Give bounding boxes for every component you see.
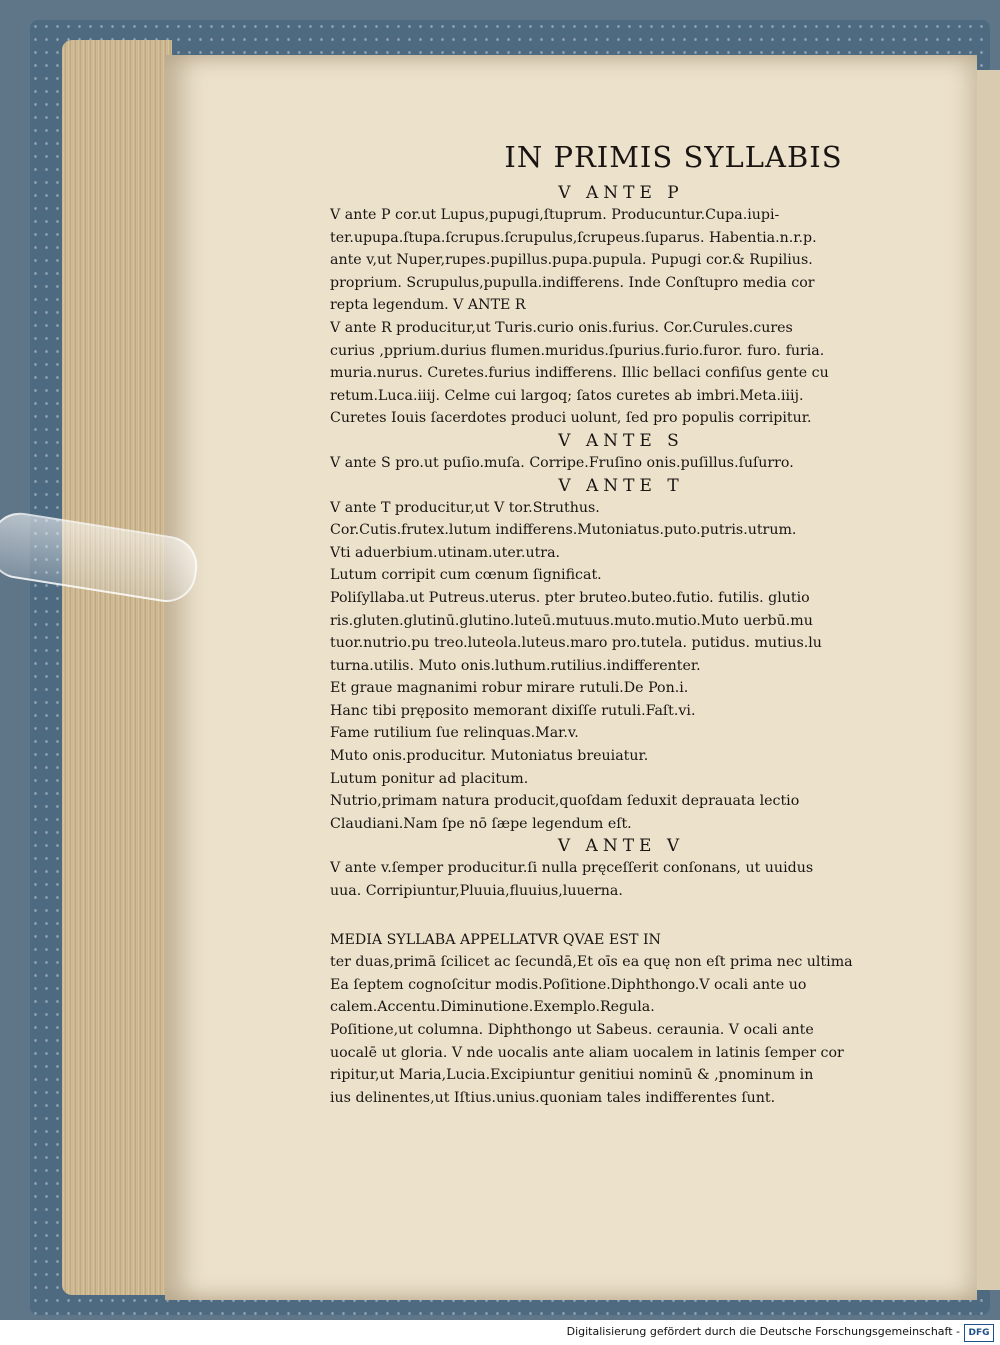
section-heading: V ANTE V (557, 836, 685, 857)
text-line: curius ,pprium.durius flumen.muridus.ſpurius.furio.furor. furo. furia. (330, 342, 825, 359)
text-line: Muto onis.producitur. Mutoniatus breuiatur. (330, 748, 649, 765)
dfg-logo: DFG (964, 1324, 994, 1342)
text-line: Poliſyllaba.ut Putreus.uterus. pter bruteo.buteo.futio. futilis. glutio (330, 589, 810, 606)
text-line: ter.upupa.ſtupa.ſcrupus.ſcrupulus,ſcrupeus.ſuparus. Habentia.n.r.p. (330, 229, 817, 246)
text-line: uua. Corripiuntur,Pluuia,fluuius,luuerna. (330, 883, 623, 900)
paragraph-gap (330, 903, 912, 929)
text-line: uocalē ut gloria. V nde uocalis ante aliam uocalem in latinis ſemper cor (330, 1044, 844, 1061)
funding-credit: Digitalisierung gefördert durch die Deutsche Forschungsgemeinschaft - (566, 1325, 960, 1338)
page-title: IN PRIMIS SYLLABIS (504, 140, 843, 174)
text-line: Curetes Iouis ſacerdotes produci uolunt, ſed pro populis corripitur. (330, 410, 812, 427)
text-line: proprium. Scrupulus,pupulla.indifferens. Inde Conſtupro media cor (330, 274, 815, 291)
text-line: V ante T producitur,ut V tor.Struthus. (330, 499, 600, 516)
text-line: turna.utilis. Muto onis.luthum.rutilius.indifferenter. (330, 657, 701, 674)
text-line: V ante v.ſemper producitur.ſi nulla pręceſſerit conſonans, ut uuidus (330, 860, 814, 877)
text-line: ris.gluten.glutinū.glutino.luteū.mutuus.muto.mutio.Muto uerbū.mu (330, 612, 813, 629)
text-line: Ea ſeptem cognoſcitur modis.Poſitione.Diphthongo.V ocali ante uo (330, 976, 807, 993)
text-line: ripitur,ut Maria,Lucia.Excipiuntur genitiui nominū & ,pnominum in (330, 1067, 814, 1084)
text-line: muria.nurus. Curetes.furius indifferens. Illic bellaci confiſus gente cu (330, 365, 829, 382)
page-text (330, 140, 912, 1109)
text-line: Lutum ponitur ad placitum. (330, 770, 529, 787)
text-line: Hanc tibi pręposito memorant dixiſſe rutuli.Faſt.vi. (330, 702, 696, 719)
text-line: tuor.nutrio.pu treo.luteola.luteus.maro pro.tutela. putidus. mutius.lu (330, 635, 822, 652)
text-line: V ante S pro.ut puſio.muſa. Corripe.Fruſino onis.puſillus.ſuſurro. (330, 454, 794, 471)
section-heading: V ANTE S (558, 430, 684, 451)
text-lines (330, 182, 912, 1109)
footer-bar (0, 1320, 1000, 1345)
section-heading: V ANTE T (558, 475, 684, 496)
text-line: Nutrio,primam natura producit,quoſdam ſeduxit deprauata lectio (330, 793, 800, 810)
text-line: repta legendum. V ANTE R (330, 297, 526, 314)
text-line: Et graue magnanimi robur mirare rutuli.De Pon.i. (330, 680, 689, 697)
text-line: MEDIA SYLLABA APPELLATVR QVAE EST IN (330, 931, 661, 948)
text-line: V ante P cor.ut Lupus,pupugi,ſtuprum. Producuntur.Cupa.iupi- (330, 207, 780, 223)
text-line: V ante R producitur,ut Turis.curio onis.furius. Cor.Curules.cures (330, 319, 793, 336)
text-line: ante v,ut Nuper,rupes.pupillus.pupa.pupula. Pupugi cor.& Rupilius. (330, 252, 813, 269)
text-line: ter duas,primā ſcilicet ac ſecundā,Et oīs ea quę non eſt prima nec ultima (330, 954, 853, 971)
section-heading: V ANTE P (558, 183, 684, 203)
text-line: calem.Accentu.Diminutione.Exemplo.Regula. (330, 999, 655, 1016)
text-line: Lutum corripit cum cœnum ſignificat. (330, 567, 602, 584)
text-line: Vti aduerbium.utinam.uter.utra. (330, 544, 561, 561)
text-line: Cor.Cutis.frutex.lutum indifferens.Mutoniatus.puto.putris.utrum. (330, 522, 797, 539)
text-line: retum.Luca.iiij. Celme cui largoq; ſatos curetes ab imbri.Meta.iiij. (330, 387, 804, 404)
text-line: Claudiani.Nam ſpe nō ſæpe legendum eſt. (330, 815, 632, 832)
text-line: ius delinentes,ut Iſtius.unius.quoniam tales indifferentes ſunt. (330, 1089, 776, 1106)
text-line: Poſitione,ut columna. Diphthongo ut Sabeus. ceraunia. V ocali ante (330, 1022, 814, 1038)
page-edges (62, 40, 172, 1295)
text-line: Fame rutilium ſue relinquas.Mar.v. (330, 725, 579, 742)
